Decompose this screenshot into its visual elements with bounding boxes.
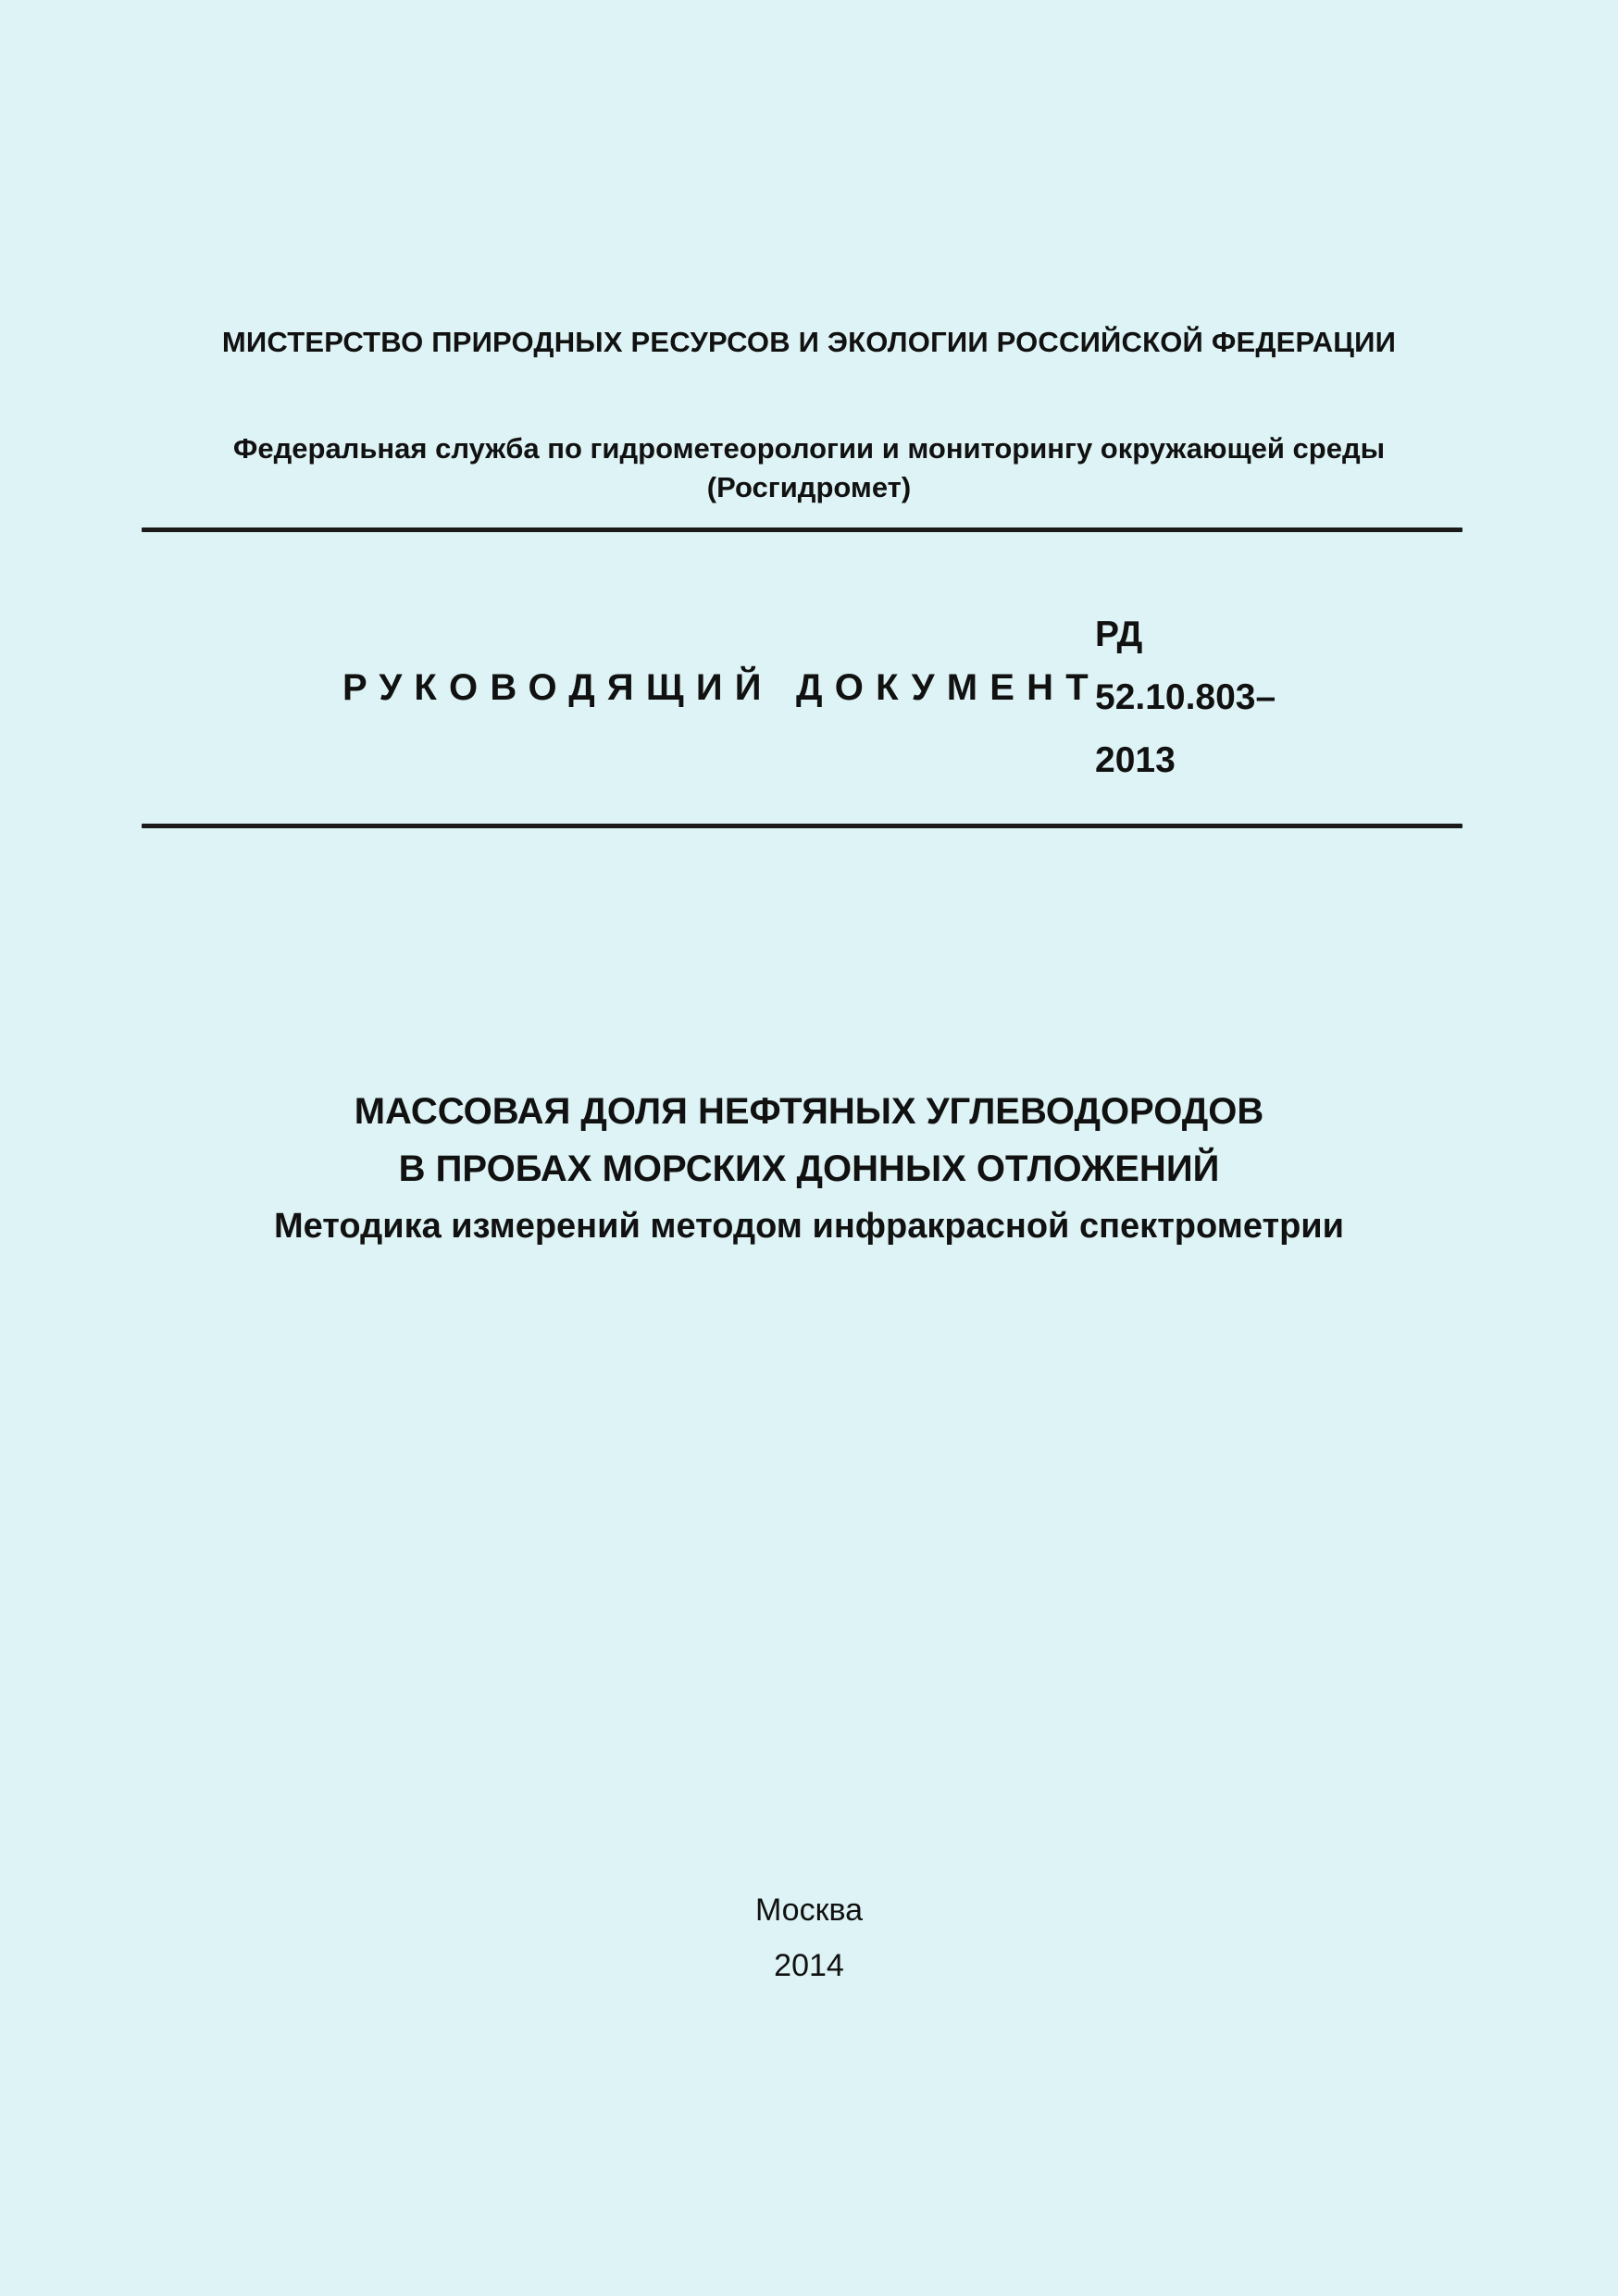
document-type: РУКОВОДЯЩИЙ ДОКУМЕНТ bbox=[342, 667, 1101, 708]
top-divider bbox=[142, 527, 1462, 532]
document-code-line3: 2013 bbox=[1095, 740, 1176, 780]
document-code bbox=[1095, 603, 1276, 792]
title-line1: МАССОВАЯ ДОЛЯ НЕФТЯНЫХ УГЛЕВОДОРОДОВ bbox=[354, 1091, 1264, 1132]
bottom-divider bbox=[142, 824, 1462, 828]
publication-year: 2014 bbox=[774, 1948, 844, 1983]
service-name-line2: (Росгидромет) bbox=[706, 471, 912, 503]
document-title bbox=[0, 1083, 1618, 1255]
ministry-name: МИСТЕРСТВО ПРИРОДНЫХ РЕСУРСОВ И ЭКОЛОГИИ РОССИЙСКОЙ ФЕДЕРАЦИИ bbox=[221, 326, 1397, 358]
document-code-line1: РД bbox=[1095, 614, 1143, 654]
title-subtitle: Методика измерений методом инфракрасной спектрометрии bbox=[273, 1207, 1345, 1246]
publication-info bbox=[0, 1882, 1618, 1993]
title-line2: В ПРОБАХ МОРСКИХ ДОННЫХ ОТЛОЖЕНИЙ bbox=[398, 1148, 1220, 1189]
publication-city: Москва bbox=[754, 1893, 864, 1928]
service-name-line1: Федеральная служба по гидрометеорологии и мониторингу окружающей среды bbox=[232, 432, 1386, 465]
service-name bbox=[0, 429, 1618, 507]
document-code-line2: 52.10.803– bbox=[1095, 677, 1276, 717]
